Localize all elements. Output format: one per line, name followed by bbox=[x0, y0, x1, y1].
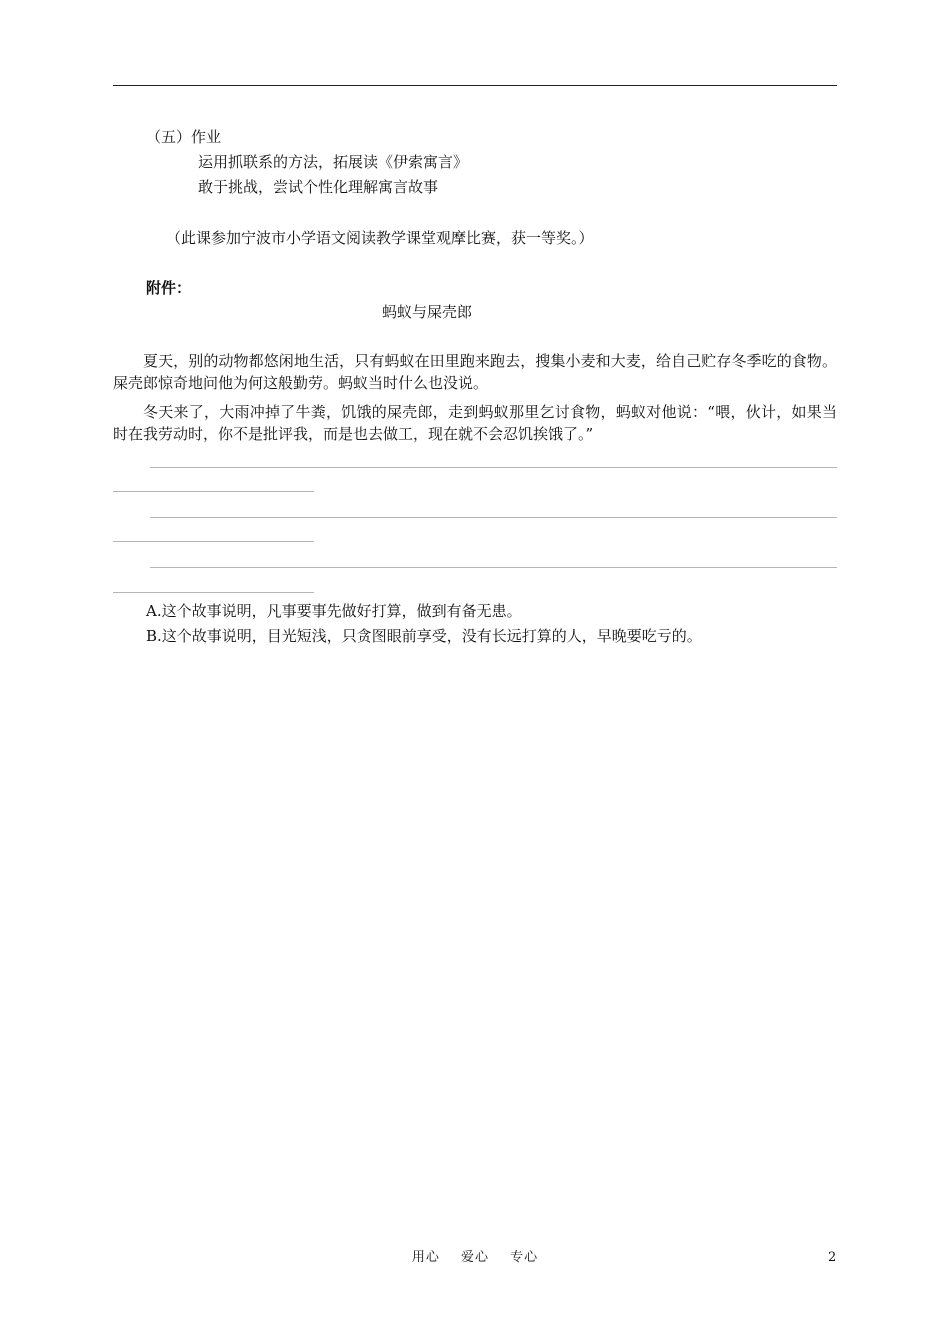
homework-item-2: 敢于挑战，尝试个性化理解寓言故事 bbox=[198, 178, 439, 196]
header-rule bbox=[113, 85, 837, 86]
story-paragraph-1: 夏天，别的动物都悠闲地生活，只有蚂蚁在田里跑来跑去，搜集小麦和大麦，给自己贮存冬季吃的食物。屎壳郎惊奇地问他为何这般勤劳。蚂蚁当时什么也没说。 bbox=[113, 352, 837, 392]
attachment-label: 附件： bbox=[146, 279, 192, 297]
footer-motto-word: 爱心 bbox=[460, 1250, 489, 1265]
answer-blank-line bbox=[150, 567, 837, 568]
footer-motto bbox=[0, 1249, 950, 1267]
answer-blank-line bbox=[150, 467, 837, 468]
answer-blank-line bbox=[113, 592, 314, 593]
option-a: A.这个故事说明，凡事要事先做好打算，做到有备无患。 bbox=[146, 602, 522, 620]
homework-item-1: 运用抓联系的方法，拓展读《伊索寓言》 bbox=[198, 153, 469, 171]
answer-blank-line bbox=[113, 491, 314, 492]
answer-blank-line bbox=[150, 517, 837, 518]
story-title: 蚂蚁与屎壳郎 bbox=[382, 303, 473, 321]
footer-motto-word: 专心 bbox=[510, 1250, 539, 1265]
homework-heading: （五）作业 bbox=[146, 128, 222, 146]
footer-motto-word: 用心 bbox=[411, 1250, 440, 1265]
answer-blank-line bbox=[113, 541, 314, 542]
page-number: 2 bbox=[828, 1250, 837, 1265]
competition-note: （此课参加宁波市小学语文阅读教学课堂观摩比赛，获一等奖。） bbox=[166, 229, 594, 247]
story-paragraph-2: 冬天来了，大雨冲掉了牛粪，饥饿的屎壳郎，走到蚂蚁那里乞讨食物，蚂蚁对他说：“喂，伙计，如果当时在我劳动时，你不是批评我，而是也去做工，现在就不会忍饥挨饿了。” bbox=[113, 403, 837, 443]
option-b: B.这个故事说明，目光短浅，只贪图眼前享受，没有长远打算的人，早晚要吃亏的。 bbox=[146, 627, 702, 645]
